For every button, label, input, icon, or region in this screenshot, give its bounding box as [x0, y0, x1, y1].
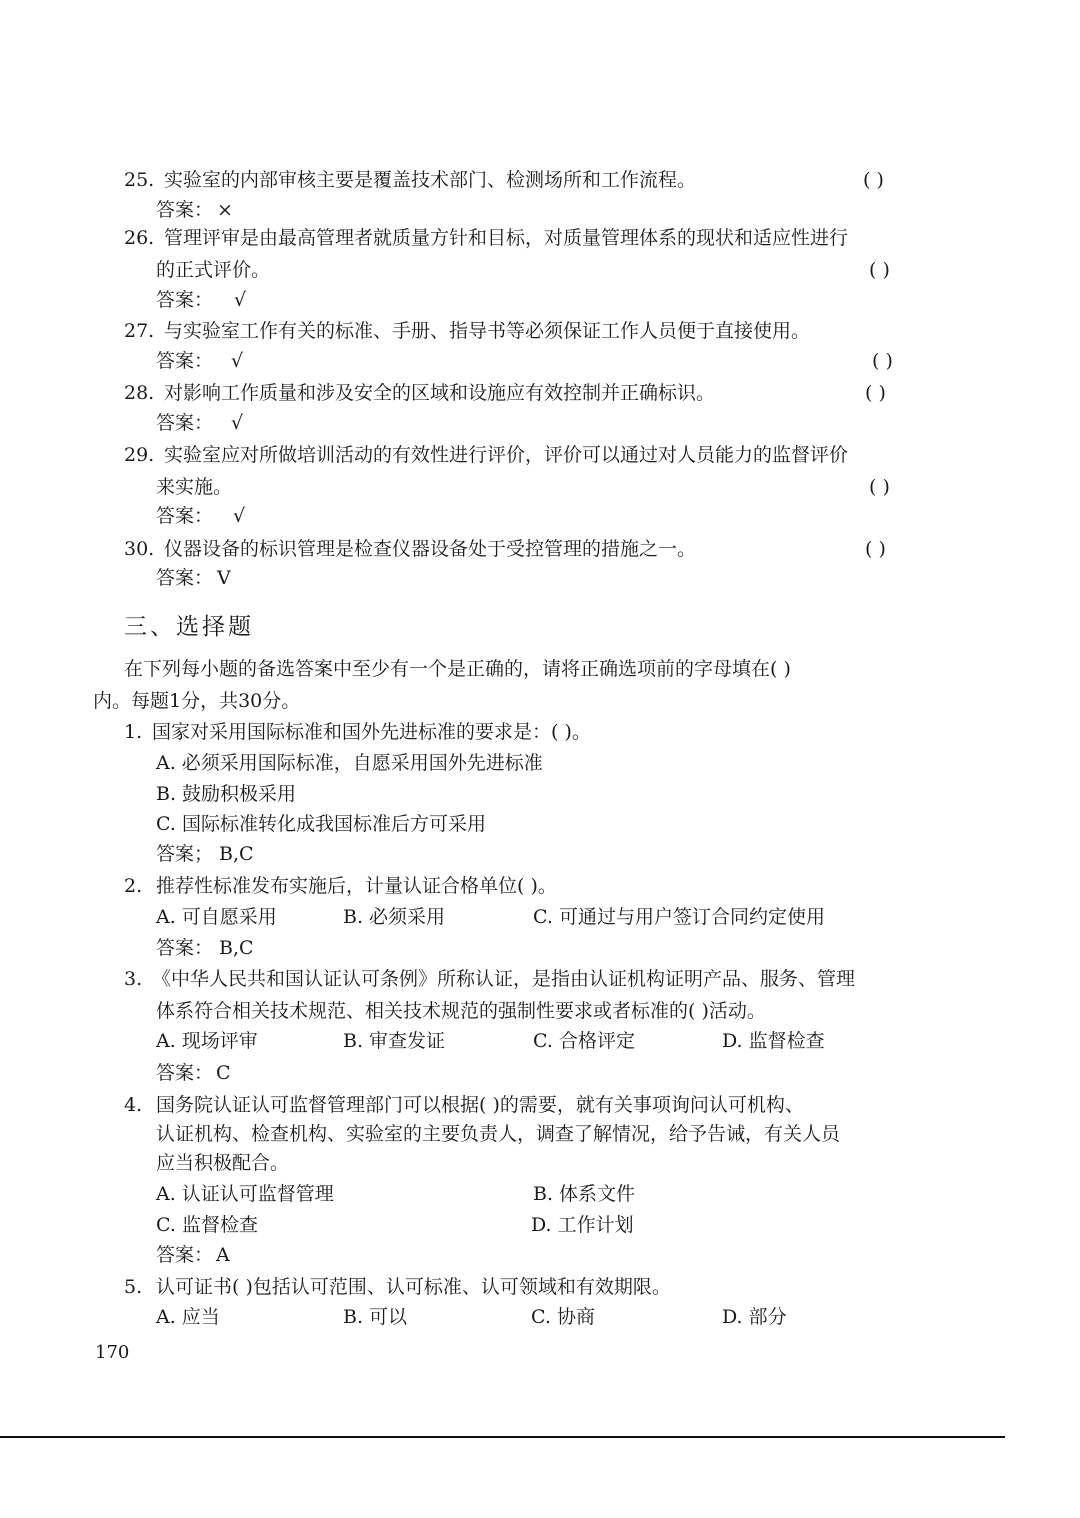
mc-3-option-c: C. 合格评定 [533, 1030, 635, 1052]
mc-5-option-d: D. 部分 [722, 1306, 787, 1328]
intro-line-1: 在下列每小题的备选答案中至少有一个是正确的，请将正确选项前的字母填在( ) [124, 658, 791, 680]
tf-30-text: 仪器设备的标识管理是检查仪器设备处于受控管理的措施之一。 [164, 538, 697, 560]
mc-3-question-line-2: 体系符合相关技术规范、相关技术规范的强制性要求或者标准的( )活动。 [156, 1000, 766, 1022]
tf-27-blank: ( ) [872, 350, 893, 372]
tf-26-answer-label: 答案： [156, 289, 214, 311]
tf-28-text: 对影响工作质量和涉及安全的区域和设施应有效控制并正确标识。 [164, 382, 716, 404]
tf-28-answer-label: 答案： [156, 412, 214, 434]
tf-29-number: 29. [124, 444, 155, 466]
mc-4-answer-label: 答案： [156, 1244, 214, 1266]
section-title: 三、选择题 [124, 614, 254, 640]
tf-28-answer: √ [231, 412, 244, 434]
mc-5-option-b: B. 可以 [343, 1306, 408, 1328]
tf-27-number: 27. [124, 320, 155, 342]
mc-2-option-c: C. 可通过与用户签订合同约定使用 [533, 906, 825, 928]
tf-28-number: 28. [124, 382, 155, 404]
tf-26-text-line-2: 的正式评价。 [156, 259, 271, 281]
tf-29-text-line-2: 来实施。 [156, 476, 233, 498]
mc-4-question-line-2: 认证机构、检查机构、实验室的主要负责人，调查了解情况，给予告诫，有关人员 [156, 1123, 841, 1145]
tf-25-number: 25. [124, 169, 155, 191]
mc-3-option-a: A. 现场评审 [156, 1030, 258, 1052]
mc-5-number: 5. [124, 1276, 143, 1298]
mc-5-option-c: C. 协商 [531, 1306, 595, 1328]
mc-2-number: 2. [124, 875, 143, 897]
mc-1-answer-label: 答案； [156, 843, 214, 865]
mc-4-option-c: C. 监督检查 [156, 1214, 258, 1236]
mc-5-question: 认可证书( )包括认可范围、认可标准、认可领域和有效期限。 [156, 1276, 671, 1298]
mc-3-option-d: D. 监督检查 [722, 1030, 825, 1052]
tf-29-text-line-1: 实验室应对所做培训活动的有效性进行评价，评价可以通过对人员能力的监督评价 [164, 444, 849, 466]
tf-29-answer-label: 答案： [156, 505, 214, 527]
mc-2-option-a: A. 可自愿采用 [156, 906, 277, 928]
page-number: 170 [95, 1342, 130, 1363]
mc-4-question-line-3: 应当积极配合。 [156, 1152, 290, 1174]
mc-3-number: 3. [124, 968, 143, 990]
mc-4-option-d: D. 工作计划 [531, 1214, 634, 1236]
tf-29-answer: √ [233, 505, 246, 527]
tf-25-text: 实验室的内部审核主要是覆盖技术部门、检测场所和工作流程。 [164, 169, 697, 191]
mc-4-answer: A [216, 1244, 230, 1266]
mc-4-question-line-1: 国务院认证认可监督管理部门可以根据( )的需要，就有关事项询问认可机构、 [156, 1094, 804, 1116]
mc-1-question: 国家对采用国际标准和国外先进标准的要求是：( )。 [152, 721, 591, 743]
tf-26-text-line-1: 管理评审是由最高管理者就质量方针和目标，对质量管理体系的现状和适应性进行 [164, 227, 849, 249]
mc-1-answer: B,C [219, 843, 254, 865]
mc-1-option-b: B. 鼓励积极采用 [156, 783, 297, 805]
footer-rule [0, 1436, 1005, 1438]
mc-4-number: 4. [124, 1094, 143, 1116]
intro-line-2: 内。每题1分，共30分。 [93, 690, 301, 712]
mc-1-option-c: C. 国际标准转化成我国标准后方可采用 [156, 813, 486, 835]
mc-5-option-a: A. 应当 [156, 1306, 220, 1328]
mc-3-answer: C [216, 1062, 231, 1084]
mc-3-question-line-1: 《中华人民共和国认证认可条例》所称认证，是指由认证机构证明产品、服务、管理 [152, 968, 856, 990]
tf-30-number: 30. [124, 538, 155, 560]
tf-27-answer-label: 答案： [156, 350, 214, 372]
mc-4-option-a: A. 认证认可监督管理 [156, 1183, 334, 1205]
tf-26-number: 26. [124, 227, 155, 249]
tf-27-text: 与实验室工作有关的标准、手册、指导书等必须保证工作人员便于直接使用。 [164, 320, 811, 342]
mc-1-number: 1. [124, 721, 143, 743]
tf-26-answer: √ [234, 289, 247, 311]
mc-2-answer: B,C [219, 937, 254, 959]
tf-30-blank: ( ) [865, 538, 886, 560]
mc-4-option-b: B. 体系文件 [533, 1183, 636, 1205]
mc-2-question: 推荐性标准发布实施后，计量认证合格单位( )。 [156, 875, 557, 897]
mc-2-option-b: B. 必须采用 [343, 906, 446, 928]
tf-25-answer-label: 答案： [156, 199, 214, 221]
tf-27-answer: √ [231, 350, 244, 372]
tf-25-answer: × [217, 199, 233, 221]
mc-2-answer-label: 答案： [156, 937, 214, 959]
mc-1-option-a: A. 必须采用国际标准，自愿采用国外先进标准 [156, 752, 543, 774]
mc-3-option-b: B. 审查发证 [343, 1030, 446, 1052]
tf-29-blank: ( ) [869, 476, 890, 498]
mc-3-answer-label: 答案： [156, 1062, 214, 1084]
tf-28-blank: ( ) [865, 382, 886, 404]
tf-25-blank: ( ) [863, 169, 884, 191]
tf-30-answer: V [217, 567, 231, 589]
tf-30-answer-label: 答案： [156, 567, 214, 589]
tf-26-blank: ( ) [869, 259, 890, 281]
